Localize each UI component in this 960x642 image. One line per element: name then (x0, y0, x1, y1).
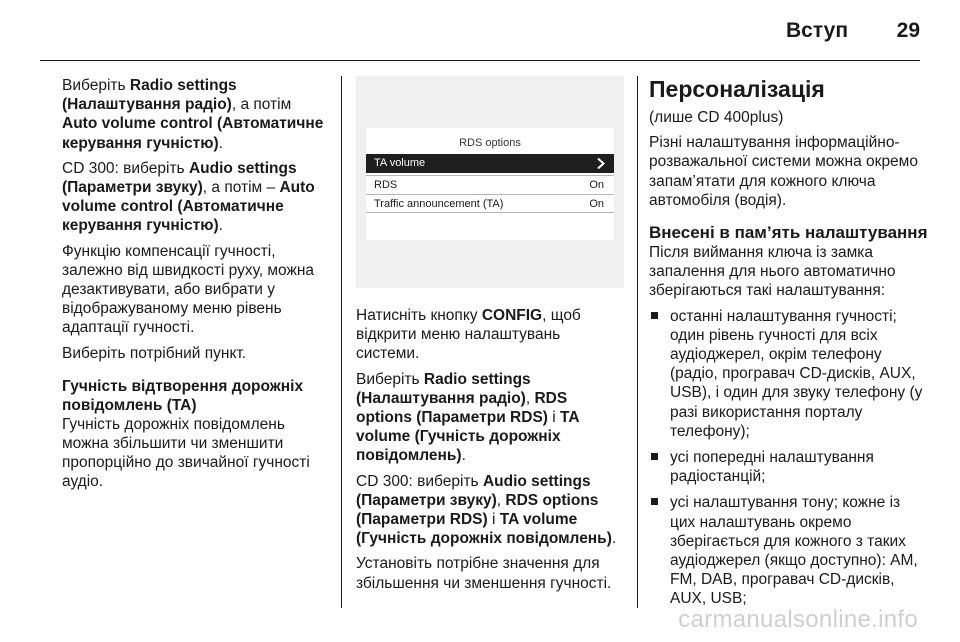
paragraph-set-value: Установіть потрібне значення для збільшення чи зменшення гучності. (356, 555, 612, 592)
list-item (649, 448, 929, 486)
text: CD 300: виберіть (62, 159, 189, 177)
menu-term: RDS options (Параметри RDS) (356, 389, 568, 427)
menu-term: Radio settings (Налаштування радіо) (356, 370, 531, 407)
paragraph-cd300-rds (356, 472, 624, 549)
page-header (0, 0, 960, 62)
text: , щоб відкрити меню налаштувань системи. (356, 307, 581, 363)
text: Виберіть (62, 77, 130, 94)
column-right (649, 76, 929, 616)
square-bullet-icon (651, 498, 658, 505)
watermark: carmanualsonline.info (678, 606, 918, 633)
text: Виберіть (356, 370, 424, 388)
menu-item-traffic-announcement (366, 194, 614, 213)
rds-options-panel (366, 128, 614, 240)
page-number: 29 (896, 19, 920, 42)
paragraph-press-config (356, 306, 624, 364)
menu-item-label: Traffic announcement (TA) (374, 198, 504, 210)
paragraph-cd300-audio (62, 159, 330, 236)
menu-term: Audio settings (Параметри звуку) (62, 159, 297, 197)
menu-item-label: RDS (374, 179, 398, 191)
column-divider-1 (341, 76, 342, 608)
column-middle (356, 76, 624, 599)
heading-personalization: Персоналізація (649, 76, 825, 102)
list-item (649, 307, 929, 441)
paragraph-radio-settings (62, 76, 330, 153)
list-item-text: усі налаштування тону; кожне із цих налаштувань окремо зберігається для кожного з таких аудіоджерел (якщо доступно): AM, FM, DAB, програвач CD-дисків, AUX, USB; (670, 494, 918, 608)
menu-term: RDS options (Параметри RDS) (356, 491, 599, 529)
text: . (218, 217, 223, 235)
text: Натисніть кнопку (356, 307, 482, 324)
stored-settings-list (649, 307, 929, 609)
paragraph-volume-compensation: Функцію компенсації гучності, залежно від швидкості руху, можна дезактивувати, або вибрати у відображуваному меню рівень адаптації гучності. (62, 242, 315, 337)
button-term: CONFIG (481, 307, 543, 324)
menu-term: TA volume (Гучність дорожніх повідомлень) (356, 511, 612, 548)
column-divider-2 (637, 76, 638, 608)
paragraph-personalization: Різні налаштування інформаційно-розважальної системи можна окремо запам’ятати для кожного ключа автомобіля (водія). (649, 134, 918, 209)
menu-item-ta-volume (366, 154, 614, 173)
column-left (62, 76, 330, 498)
menu-term: Auto volume control (Автоматичне керування гучністю) (62, 179, 315, 235)
menu-term: Radio settings (Налаштування радіо) (62, 77, 237, 114)
list-item-text: останні налаштування гучності; один рівень гучності для всіх аудіоджерел, окрім телефону (радіо, програвач CD-дисків, AUX, USB), і один для звуку телефону (у разі використання порталу телефону); (670, 307, 923, 440)
menu-item-value: On (589, 198, 604, 210)
header-divider (40, 60, 920, 61)
section-title: Вступ (785, 19, 848, 42)
square-bullet-icon (651, 453, 658, 460)
paragraph-ta-volume: Гучність дорожніх повідомлень можна збільшити чи зменшити пропорційно до звичайної гучності аудіо. (62, 415, 310, 491)
paragraph-select-rds (356, 370, 624, 466)
text: . (611, 530, 617, 548)
text: . (218, 134, 223, 152)
text: CD 300: виберіть (356, 472, 483, 490)
heading-ta-volume: Гучність відтворення дорожніх повідомлень (TA) (62, 377, 304, 414)
list-item (649, 493, 929, 608)
square-bullet-icon (651, 312, 658, 319)
subtitle-cd400plus: (лише CD 400plus) (649, 109, 784, 126)
text: і (547, 409, 561, 427)
menu-item-value: On (589, 179, 604, 191)
text: . (461, 447, 466, 465)
text: і (487, 511, 500, 529)
chevron-right-icon (596, 158, 606, 169)
menu-item-rds (366, 175, 614, 194)
menu-term: Audio settings (Параметри звуку) (356, 472, 591, 509)
list-item-text: усі попередні налаштування радіостанцій; (670, 449, 874, 486)
menu-item-label: TA volume (374, 157, 426, 169)
text: , (496, 491, 506, 509)
text: , а потім – (202, 179, 280, 197)
heading-stored-settings: Внесені в пам’ять налаштування (649, 223, 928, 243)
rds-options-screenshot (356, 76, 624, 288)
text: , (525, 389, 535, 407)
menu-term: Auto volume control (Автоматичне керування гучністю) (62, 115, 324, 152)
paragraph-stored-intro: Після виймання ключа із замка запалення для нього автоматично зберігаються такі налаштування: (649, 244, 896, 300)
screen-title: RDS options (459, 137, 521, 149)
text: , а потім (231, 96, 292, 114)
menu-term: TA volume (Гучність дорожніх повідомлень) (356, 409, 579, 465)
paragraph-select-item: Виберіть потрібний пункт. (62, 344, 247, 362)
